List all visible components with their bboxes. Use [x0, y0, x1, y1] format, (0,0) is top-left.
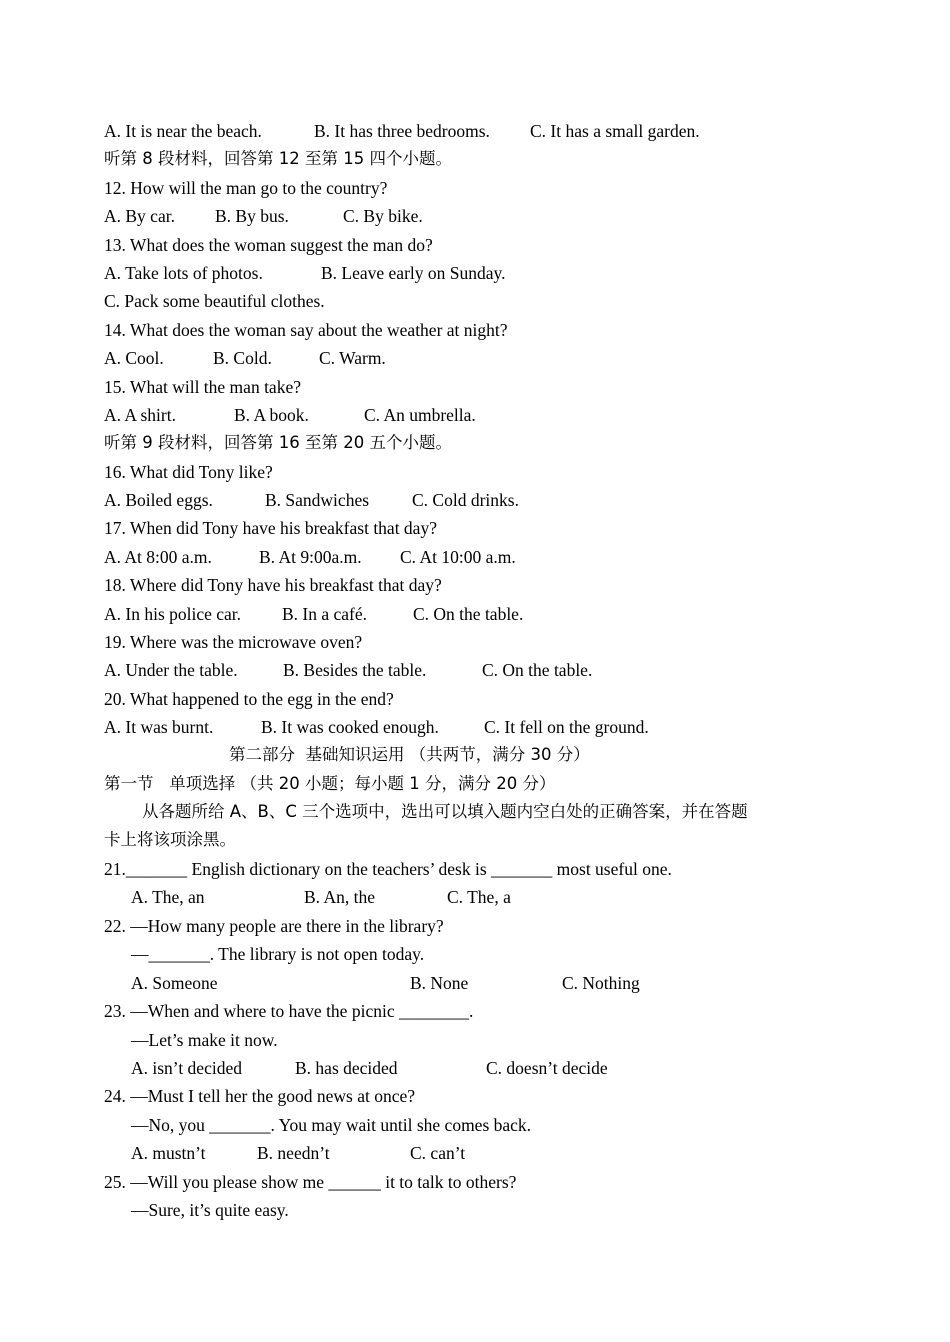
text-line: 23. —When and where to have the picnic ________. — [104, 1001, 474, 1021]
text-line: 听第 8 段材料，回答第 12 至第 15 四个小题。 — [104, 149, 452, 168]
text-line: 14. What does the woman say about the weather at night? — [104, 320, 508, 340]
text-line: 16. What did Tony like? — [104, 462, 273, 482]
answer-option: B. At 9:00a.m. — [259, 547, 362, 567]
text-line: 13. What does the woman suggest the man do? — [104, 235, 433, 255]
answer-option: C. Cold drinks. — [412, 490, 519, 510]
answer-option: A. In his police car. — [104, 604, 242, 624]
text-line: 第一节 单项选择 （共 20 小题；每小题 1 分，满分 20 分） — [104, 774, 556, 793]
text-line: —Sure, it’s quite easy. — [131, 1200, 289, 1220]
answer-option: C. An umbrella. — [364, 405, 476, 425]
answer-option: C. Nothing — [562, 973, 640, 993]
answer-option: C. The, a — [447, 887, 511, 907]
answer-option: A. Boiled eggs. — [104, 490, 213, 510]
answer-option: B. It has three bedrooms. — [314, 121, 490, 141]
answer-option: C. At 10:00 a.m. — [400, 547, 516, 567]
text-line: 21._______ English dictionary on the teachers’ desk is _______ most useful one. — [104, 859, 672, 879]
answer-option: B. Besides the table. — [283, 660, 427, 680]
answer-option: C. It fell on the ground. — [484, 717, 649, 737]
answer-option: B. Leave early on Sunday. — [321, 263, 506, 283]
answer-option: A. Take lots of photos. — [104, 263, 263, 283]
answer-option: A. A shirt. — [104, 405, 176, 425]
text-line: 卡上将该项涂黑。 — [104, 830, 236, 849]
text-line: —_______. The library is not open today. — [131, 944, 425, 964]
text-line: 20. What happened to the egg in the end? — [104, 689, 394, 709]
answer-option: A. It is near the beach. — [104, 121, 262, 141]
answer-option: A. At 8:00 a.m. — [104, 547, 212, 567]
answer-option: B. has decided — [295, 1058, 398, 1078]
answer-option: C. Warm. — [319, 348, 386, 368]
answer-option: B. It was cooked enough. — [261, 717, 439, 737]
answer-option: A. Cool. — [104, 348, 164, 368]
text-line: —No, you _______. You may wait until she comes back. — [131, 1115, 532, 1135]
answer-option: B. Sandwiches — [265, 490, 370, 510]
answer-option: C. doesn’t decide — [486, 1058, 608, 1078]
text-line: 第二部分 基础知识运用 （共两节，满分 30 分） — [229, 745, 590, 764]
answer-option: A. By car. — [104, 206, 175, 226]
answer-option: B. In a café. — [282, 604, 368, 624]
answer-option: A. The, an — [131, 887, 205, 907]
answer-option: A. isn’t decided — [131, 1058, 242, 1078]
answer-option: B. None — [410, 973, 469, 993]
text-line: 25. —Will you please show me ______ it to talk to others? — [104, 1172, 517, 1192]
text-line: C. Pack some beautiful clothes. — [104, 291, 325, 311]
text-line: —Let’s make it now. — [131, 1030, 278, 1050]
answer-option: B. An, the — [304, 887, 375, 907]
text-line: 22. —How many people are there in the library? — [104, 916, 444, 936]
answer-option: C. On the table. — [482, 660, 593, 680]
answer-option: A. Someone — [131, 973, 218, 993]
answer-option: B. A book. — [234, 405, 309, 425]
answer-option: B. By bus. — [215, 206, 289, 226]
answer-option: C. can’t — [410, 1143, 466, 1163]
text-line: 15. What will the man take? — [104, 377, 301, 397]
text-line: 12. How will the man go to the country? — [104, 178, 388, 198]
answer-option: A. Under the table. — [104, 660, 238, 680]
answer-option: C. By bike. — [343, 206, 423, 226]
text-line: 听第 9 段材料，回答第 16 至第 20 五个小题。 — [104, 433, 452, 452]
text-line: 19. Where was the microwave oven? — [104, 632, 363, 652]
answer-option: A. It was burnt. — [104, 717, 214, 737]
text-line: 18. Where did Tony have his breakfast that day? — [104, 575, 442, 595]
answer-option: C. On the table. — [413, 604, 524, 624]
text-line: 17. When did Tony have his breakfast that day? — [104, 518, 437, 538]
text-line: 24. —Must I tell her the good news at once? — [104, 1086, 416, 1106]
answer-option: B. Cold. — [213, 348, 272, 368]
answer-option: A. mustn’t — [131, 1143, 206, 1163]
answer-option: C. It has a small garden. — [530, 121, 700, 141]
answer-option: B. needn’t — [257, 1143, 330, 1163]
text-line: 从各题所给 A、B、C 三个选项中，选出可以填入题内空白处的正确答案，并在答题 — [142, 802, 748, 821]
